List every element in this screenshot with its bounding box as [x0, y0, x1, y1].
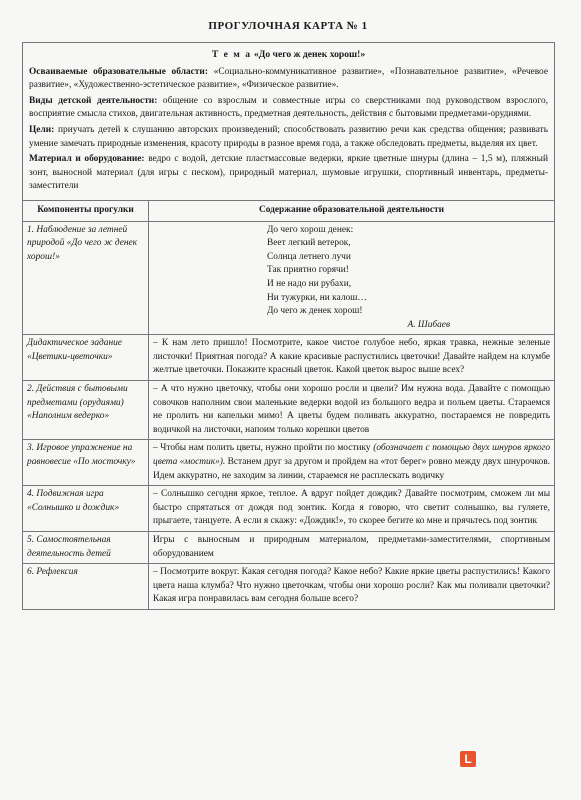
page-title: ПРОГУЛОЧНАЯ КАРТА № 1 — [208, 20, 368, 32]
column-header-components: Компоненты прогулки — [23, 200, 149, 221]
table-row — [23, 221, 555, 335]
component-cell: 4. Подвижная игра «Солнышко и дождик» — [23, 486, 149, 532]
content-cell: – А что нужно цветочку, чтобы они хорошо росли и цвели? Им нужна вода. Давайте с помощью совочков наполним свои маленькие ведерки водой из большого ведра и польем цветы. Стараемся не пролить ни капельки мимо! А цветы будем поливать аккуратно, постараемся не повредить водичкой на листочки, напоим только корешки цветов — [149, 381, 555, 440]
content-cell: Игры с выносным и природным материалом, предметами-заместителями, спортивным оборудованием — [149, 532, 555, 564]
component-cell: 6. Рефлексия — [23, 564, 149, 610]
poem-cell — [149, 221, 555, 335]
column-header-content: Содержание образовательной деятельности — [149, 200, 555, 221]
table-row — [23, 532, 555, 564]
poem-line: Так приятно горячи! — [267, 265, 349, 276]
content-text: – Чтобы нам полить цветы, нужно пройти по мостику — [153, 443, 374, 454]
table-row — [23, 486, 555, 532]
poem-line: До чего ж денек хорош! — [267, 306, 363, 317]
poem-line: Ни тужурки, ни калош… — [267, 292, 367, 303]
goals-paragraph — [29, 124, 548, 151]
component-cell: 3. Игровое упражнение на равновесие «По мосточку» — [23, 440, 149, 486]
table-row — [23, 564, 555, 610]
table-row — [23, 381, 555, 440]
theme-label: Т е м а — [211, 49, 252, 60]
component-cell: 5. Самостоятельная деятельность детей — [23, 532, 149, 564]
content-cell: – Посмотрите вокруг. Какая сегодня погода? Какое небо? Какие яркие цветы распустились! Какого цвета наша клумба? Что нужно цветочкам, чтобы они хорошо росли? Как мы поливали цветочки? Какая игра понравилась вам сегодня больше всего? — [149, 564, 555, 610]
component-cell: Дидактическое задание «Цветики-цветочки» — [23, 335, 149, 381]
header-box — [23, 43, 555, 201]
activities-paragraph — [29, 95, 548, 122]
content-note: (обозначает с помощью двух шнуров яркого цвета «мостик»). — [153, 443, 551, 468]
activities-text: общение со взрослым и совместные игры со сверстниками под руководством взрослого, восприятие смысла стихов, двигательная активность, предметная деятельность, действия с бытовыми предметами-орудиями. — [29, 95, 548, 120]
column-header-row — [23, 200, 555, 221]
poem-author: А. Шибаев — [407, 319, 451, 330]
content-text: Встанем друг за другом и пройдем на «тот берег» ровно между двух шнурочков. Идем аккуратно, не заходим за линии, стараемся не расплескать водичку — [153, 457, 550, 481]
component-cell: 1. Наблюдение за летней природой «До чего ж денек хорош!» — [23, 221, 149, 335]
areas-label: Осваиваемые образовательные области: — [29, 66, 208, 77]
publisher-logo-icon: L — [460, 751, 476, 767]
goals-label: Цели: — [29, 124, 55, 135]
activities-label: Виды детской деятельности: — [29, 95, 158, 106]
table-row — [23, 335, 555, 381]
poem-line: До чего хорош денек: — [267, 224, 354, 235]
content-cell: – Солнышко сегодня яркое, теплое. А вдруг пойдет дождик? Давайте посмотрим, сможем ли мы быстро спрятаться от дождя под зонтик. Когда я говорю, что светит солнышко, вы гуляете, прыгаете, танцуете. А если я скажу: «Дождик!», то скорее бегите ко мне и прячьтесь под зонтик — [149, 486, 555, 532]
theme-line — [29, 48, 548, 62]
walk-card-page — [22, 20, 554, 610]
poem-line: И не надо ни рубахи, — [267, 278, 352, 289]
poem-line: Веет легкий ветерок, — [267, 238, 351, 249]
materials-text: ведро с водой, детские пластмассовые ведерки, яркие цветные шнуры (длина – 1,5 м), пляжный зонт, выносной материал (для игры с песком), природный материал, шумовые игрушки, спортивный инвентарь, предметы-заместители — [29, 154, 549, 192]
areas-paragraph — [29, 66, 548, 93]
materials-paragraph — [29, 153, 548, 194]
goals-text: приучать детей к слушанию авторских произведений; способствовать развитию речи как средства общения; развивать умение замечать природные изменения, красоту природы в разное время года, а также обследовать предметы, выделяя их цвет. — [29, 124, 549, 149]
materials-label: Материал и оборудование: — [29, 154, 145, 165]
component-cell: 2. Действия с бытовыми предметами (орудиями) «Наполним ведерко» — [23, 381, 149, 440]
areas-text: «Социально-коммуникативное развитие», «Познавательное развитие», «Речевое развитие», «Художественно-эстетическое развитие», «Физическое развитие». — [29, 66, 549, 91]
poem-line: Солнца летнего лучи — [267, 251, 351, 262]
content-cell: – К нам лето пришло! Посмотрите, какое чистое голубое небо, яркая травка, нежные зеленые листочки! Приятная погода? А какие красивые распустились цветочки! Давайте найдем на клумбе желтые цветочки. Покажите красный цветок. Какой цветок вырос выше всех? — [149, 335, 555, 381]
walk-card-table — [22, 42, 555, 610]
content-cell — [149, 440, 555, 486]
theme-value: «До чего ж денек хорош!» — [253, 49, 366, 60]
table-row — [23, 440, 555, 486]
